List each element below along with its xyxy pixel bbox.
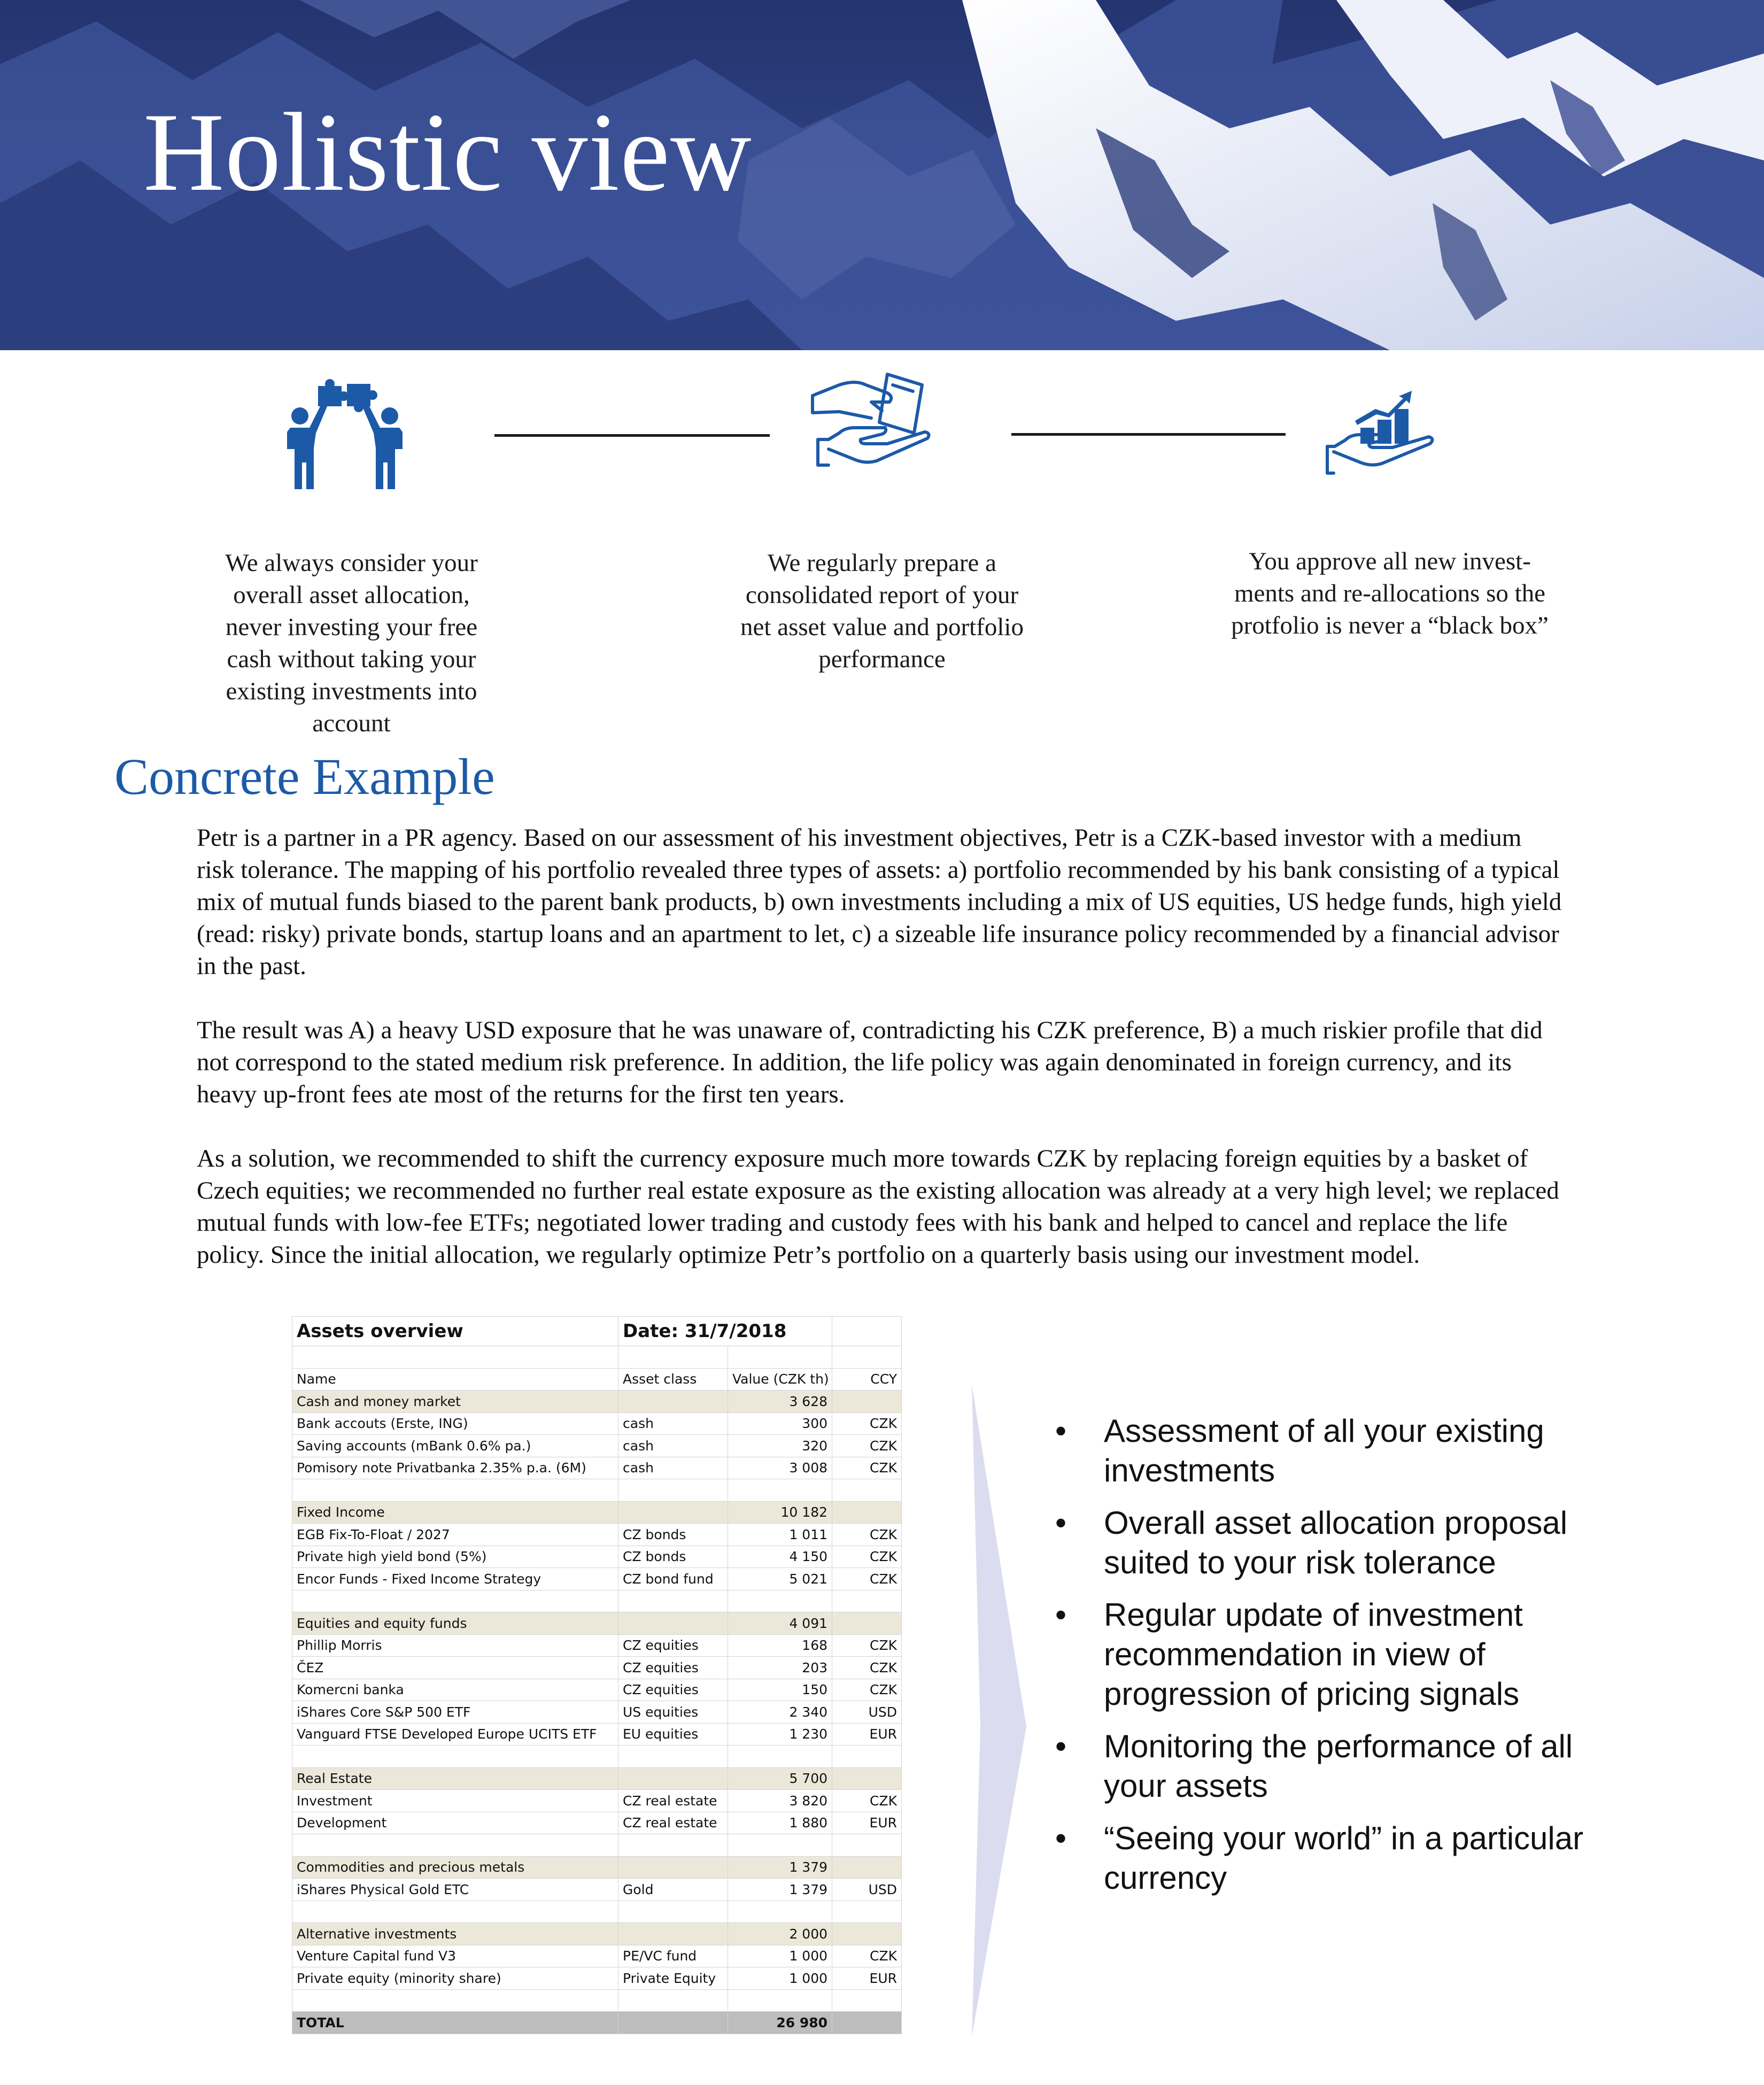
table-row xyxy=(292,1568,902,1590)
asset-currency: CZK xyxy=(832,1524,902,1546)
table-row xyxy=(292,1879,902,1901)
table-total-row xyxy=(292,2012,902,2034)
category-total: 4 091 xyxy=(728,1612,832,1635)
asset-currency: CZK xyxy=(832,1657,902,1679)
asset-class: EU equities xyxy=(618,1723,728,1746)
list-item: • Monitoring the performance of all your assets xyxy=(1055,1728,1573,1804)
asset-name: Private equity (minority share) xyxy=(292,1967,618,1990)
asset-name: Encor Funds - Fixed Income Strategy xyxy=(292,1568,618,1590)
table-row xyxy=(292,1967,902,1990)
category-total: 5 700 xyxy=(728,1767,832,1790)
asset-currency: CZK xyxy=(832,1679,902,1701)
hand-with-growth-chart-icon xyxy=(1323,388,1441,484)
asset-value: 3 008 xyxy=(728,1457,832,1479)
asset-value: 300 xyxy=(728,1412,832,1435)
list-item: • Assessment of all your existing investments xyxy=(1055,1413,1544,1488)
table-row xyxy=(292,1546,902,1568)
section-heading: Concrete Example xyxy=(114,748,495,805)
category-name: Real Estate xyxy=(292,1767,618,1790)
paragraph-result: The result was A) a heavy USD exposure that he was unaware of, contradicting his CZK preference, B) a much riskier profile that did not correspond to the stated medium risk preference. In addition, the life policy was again denominated in foreign currency, and its heavy up-front fees ate most of the returns for the first ten years. xyxy=(197,1016,1543,1108)
column-header: Name xyxy=(292,1368,618,1391)
asset-value: 1 379 xyxy=(728,1879,832,1901)
table-row xyxy=(292,1723,902,1746)
table-spacer-row xyxy=(292,1590,902,1612)
column-header: CCY xyxy=(832,1368,902,1391)
asset-value: 150 xyxy=(728,1679,832,1701)
asset-class: CZ bond fund xyxy=(618,1568,728,1590)
category-name: Equities and equity funds xyxy=(292,1612,618,1635)
connector-line xyxy=(1011,433,1286,436)
table-category-row xyxy=(292,1767,902,1790)
asset-name: Phillip Morris xyxy=(292,1634,618,1657)
table-category-row xyxy=(292,1923,902,1945)
asset-class: Gold xyxy=(618,1879,728,1901)
asset-value: 168 xyxy=(728,1634,832,1657)
asset-class: CZ real estate xyxy=(618,1812,728,1834)
list-item: • “Seeing your world” in a particular currency xyxy=(1055,1820,1584,1896)
asset-currency: CZK xyxy=(832,1435,902,1457)
asset-class: US equities xyxy=(618,1701,728,1724)
table-row xyxy=(292,1790,902,1812)
table-row xyxy=(292,1435,902,1457)
asset-name: iShares Physical Gold ETC xyxy=(292,1879,618,1901)
paragraph-solution: As a solution, we recommended to shift the currency exposure much more towards CZK by replacing foreign equities by a basket of Czech equities; we recommended no further real estate exposure as the existing allocation was already at a very high level; we replaced mutual funds with low-fee ETFs; negotiated lower trading and custody fees with his bank and helped to cancel and replace the life policy. Since the initial allocation, we regularly optimize Petr’s portfolio on a quarterly basis using our investment model. xyxy=(197,1145,1559,1269)
asset-name: iShares Core S&P 500 ETF xyxy=(292,1701,618,1724)
asset-currency: CZK xyxy=(832,1546,902,1568)
asset-class: CZ bonds xyxy=(618,1546,728,1568)
asset-currency: CZK xyxy=(832,1634,902,1657)
feature-text-allocation: We always consider your overall asset allocation, never investing your free cash without taking your existing investments into account xyxy=(225,549,478,737)
asset-currency: USD xyxy=(832,1879,902,1901)
table-spacer-row xyxy=(292,1746,902,1768)
table-row xyxy=(292,1945,902,1967)
asset-name: ČEZ xyxy=(292,1657,618,1679)
total-label: TOTAL xyxy=(292,2012,618,2034)
category-name: Cash and money market xyxy=(292,1391,618,1413)
asset-name: Komercni banka xyxy=(292,1679,618,1701)
asset-currency: CZK xyxy=(832,1790,902,1812)
teamwork-puzzle-icon xyxy=(281,374,409,492)
asset-name: Private high yield bond (5%) xyxy=(292,1546,618,1568)
asset-currency: CZK xyxy=(832,1457,902,1479)
column-header: Value (CZK th) xyxy=(728,1368,832,1391)
page-title: Holistic view xyxy=(143,90,752,214)
chevron-arrow xyxy=(968,1385,1032,2037)
column-header: Asset class xyxy=(618,1368,728,1391)
asset-currency: EUR xyxy=(832,1812,902,1834)
asset-value: 3 820 xyxy=(728,1790,832,1812)
table-date: Date: 31/7/2018 xyxy=(618,1317,832,1346)
header-banner xyxy=(0,0,1764,350)
asset-currency: EUR xyxy=(832,1723,902,1746)
table-spacer-row xyxy=(292,1901,902,1923)
table-spacer-row xyxy=(292,1834,902,1857)
connector-line xyxy=(494,434,770,437)
table-spacer-row xyxy=(292,1479,902,1502)
asset-class: CZ real estate xyxy=(618,1790,728,1812)
asset-value: 320 xyxy=(728,1435,832,1457)
category-name: Fixed Income xyxy=(292,1501,618,1524)
total-value: 26 980 xyxy=(728,2012,832,2034)
asset-class: cash xyxy=(618,1412,728,1435)
asset-currency: CZK xyxy=(832,1568,902,1590)
category-name: Commodities and precious metals xyxy=(292,1856,618,1879)
asset-value: 1 000 xyxy=(728,1967,832,1990)
asset-currency: EUR xyxy=(832,1967,902,1990)
asset-class: cash xyxy=(618,1435,728,1457)
assets-overview-table xyxy=(292,1316,901,2038)
asset-name: Vanguard FTSE Developed Europe UCITS ETF xyxy=(292,1723,618,1746)
table-row xyxy=(292,1412,902,1435)
asset-class: PE/VC fund xyxy=(618,1945,728,1967)
category-name: Alternative investments xyxy=(292,1923,618,1945)
hand-with-document-icon xyxy=(807,369,935,486)
asset-name: Pomisory note Privatbanka 2.35% p.a. (6M) xyxy=(292,1457,618,1479)
table-row xyxy=(292,1812,902,1834)
table-row xyxy=(292,1657,902,1679)
asset-class: Private Equity xyxy=(618,1967,728,1990)
table-category-row xyxy=(292,1501,902,1524)
asset-class: CZ equities xyxy=(618,1634,728,1657)
table-header-row xyxy=(292,1368,902,1391)
table-title-row xyxy=(292,1317,902,1346)
list-item: • Regular update of investment recommendation in view of progression of pricing signals xyxy=(1055,1597,1523,1712)
asset-name: EGB Fix-To-Float / 2027 xyxy=(292,1524,618,1546)
asset-class: CZ equities xyxy=(618,1679,728,1701)
asset-name: Development xyxy=(292,1812,618,1834)
asset-class: CZ equities xyxy=(618,1657,728,1679)
asset-value: 2 340 xyxy=(728,1701,832,1724)
asset-value: 1 011 xyxy=(728,1524,832,1546)
feature-text-approval: You approve all new investments and re-allocations so the protfolio is never a “black box” xyxy=(1231,547,1549,639)
asset-currency: CZK xyxy=(832,1412,902,1435)
asset-value: 5 021 xyxy=(728,1568,832,1590)
table-row xyxy=(292,1701,902,1724)
list-item: • Overall asset allocation proposal suited to your risk tolerance xyxy=(1055,1505,1568,1580)
asset-value: 1 230 xyxy=(728,1723,832,1746)
benefits-list xyxy=(1042,1411,1604,1911)
asset-name: Investment xyxy=(292,1790,618,1812)
table-spacer-row xyxy=(292,1346,902,1369)
table-category-row xyxy=(292,1856,902,1879)
category-total: 1 379 xyxy=(728,1856,832,1879)
asset-class: cash xyxy=(618,1457,728,1479)
feature-text-reporting: We regularly prepare a consolidated report of your net asset value and portfolio performance xyxy=(740,549,1024,673)
paragraph-client-profile: Petr is a partner in a PR agency. Based on our assessment of his investment objectives, Petr is a CZK-based investor with a medium risk tolerance. The mapping of his portfolio revealed three types of assets: a) portfolio recommended by his bank consisting of a typical mix of mutual funds biased to the parent bank products, b) own investments including a mix of US equities, US hedge funds, high yield (read: risky) private bonds, startup loans and an apartment to let, c) a sizeable life insurance policy recommended by a financial advisor in the past. xyxy=(197,824,1562,980)
table-row xyxy=(292,1457,902,1479)
category-total: 3 628 xyxy=(728,1391,832,1413)
table-title: Assets overview xyxy=(292,1317,618,1346)
table-row xyxy=(292,1634,902,1657)
asset-class: CZ bonds xyxy=(618,1524,728,1546)
table-row xyxy=(292,1679,902,1701)
asset-name: Venture Capital fund V3 xyxy=(292,1945,618,1967)
asset-value: 4 150 xyxy=(728,1546,832,1568)
asset-value: 1 880 xyxy=(728,1812,832,1834)
asset-name: Bank accouts (Erste, ING) xyxy=(292,1412,618,1435)
asset-name: Saving accounts (mBank 0.6% pa.) xyxy=(292,1435,618,1457)
asset-currency: CZK xyxy=(832,1945,902,1967)
table-category-row xyxy=(292,1612,902,1635)
table-row xyxy=(292,1524,902,1546)
table-category-row xyxy=(292,1391,902,1413)
asset-value: 203 xyxy=(728,1657,832,1679)
category-total: 2 000 xyxy=(728,1923,832,1945)
table-spacer-row xyxy=(292,1989,902,2012)
asset-currency: USD xyxy=(832,1701,902,1724)
asset-value: 1 000 xyxy=(728,1945,832,1967)
category-total: 10 182 xyxy=(728,1501,832,1524)
